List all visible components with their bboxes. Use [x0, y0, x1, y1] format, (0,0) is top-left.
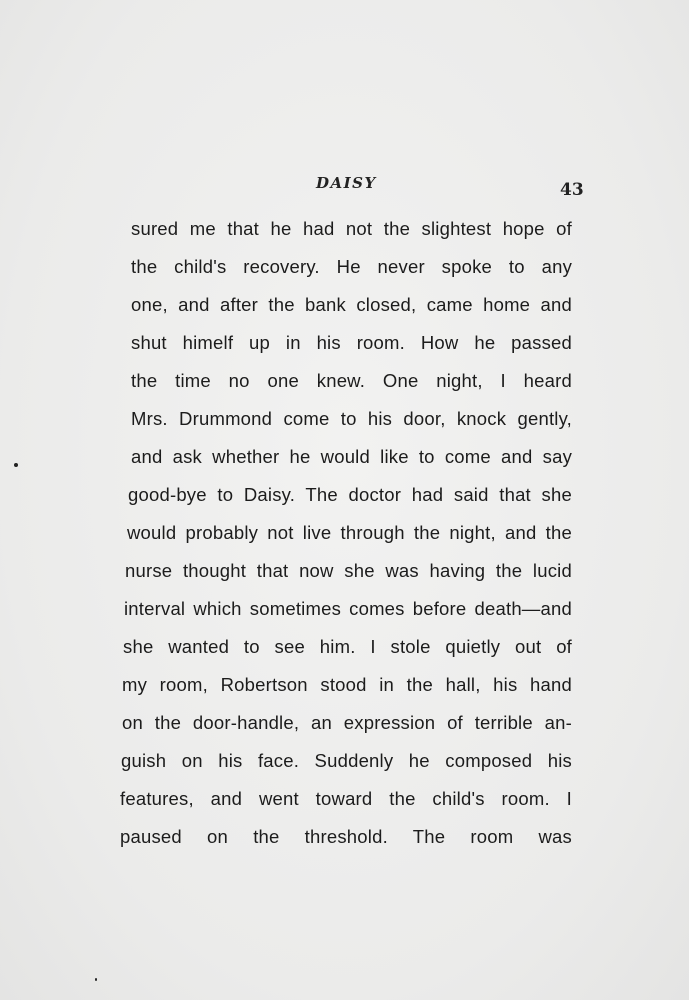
- ink-speck: [95, 978, 97, 981]
- text-line: on the door-handle, an expression of terrible an-: [122, 712, 573, 733]
- text-line: Mrs. Drummond come to his door, knock gently,: [131, 408, 573, 429]
- text-line: my room, Robertson stood in the hall, his hand: [122, 674, 572, 695]
- text-line: she wanted to see him. I stole quietly out of: [123, 636, 573, 657]
- text-line: one, and after the bank closed, came home and: [131, 294, 573, 315]
- ink-speck: [14, 463, 18, 467]
- text-line: paused on the threshold. The room was: [120, 826, 572, 847]
- text-line: interval which sometimes comes before death—and: [124, 598, 572, 619]
- page-number: 43: [560, 180, 584, 200]
- text-line: good-bye to Daisy. The doctor had said that she: [128, 484, 572, 505]
- text-line: the child's recovery. He never spoke to any: [131, 256, 573, 277]
- text-line: shut himelf up in his room. How he passed: [131, 332, 573, 353]
- text-line: the time no one knew. One night, I heard: [131, 370, 572, 391]
- text-line: features, and went toward the child's room. I: [120, 788, 572, 809]
- text-line: and ask whether he would like to come and say: [131, 446, 573, 467]
- text-line: guish on his face. Suddenly he composed his: [121, 750, 572, 771]
- text-line: sured me that he had not the slightest hope of: [131, 218, 572, 239]
- running-head: DAISY: [316, 174, 377, 192]
- text-line: nurse thought that now she was having the lucid: [125, 560, 572, 581]
- text-line: would probably not live through the night, and the: [127, 522, 572, 543]
